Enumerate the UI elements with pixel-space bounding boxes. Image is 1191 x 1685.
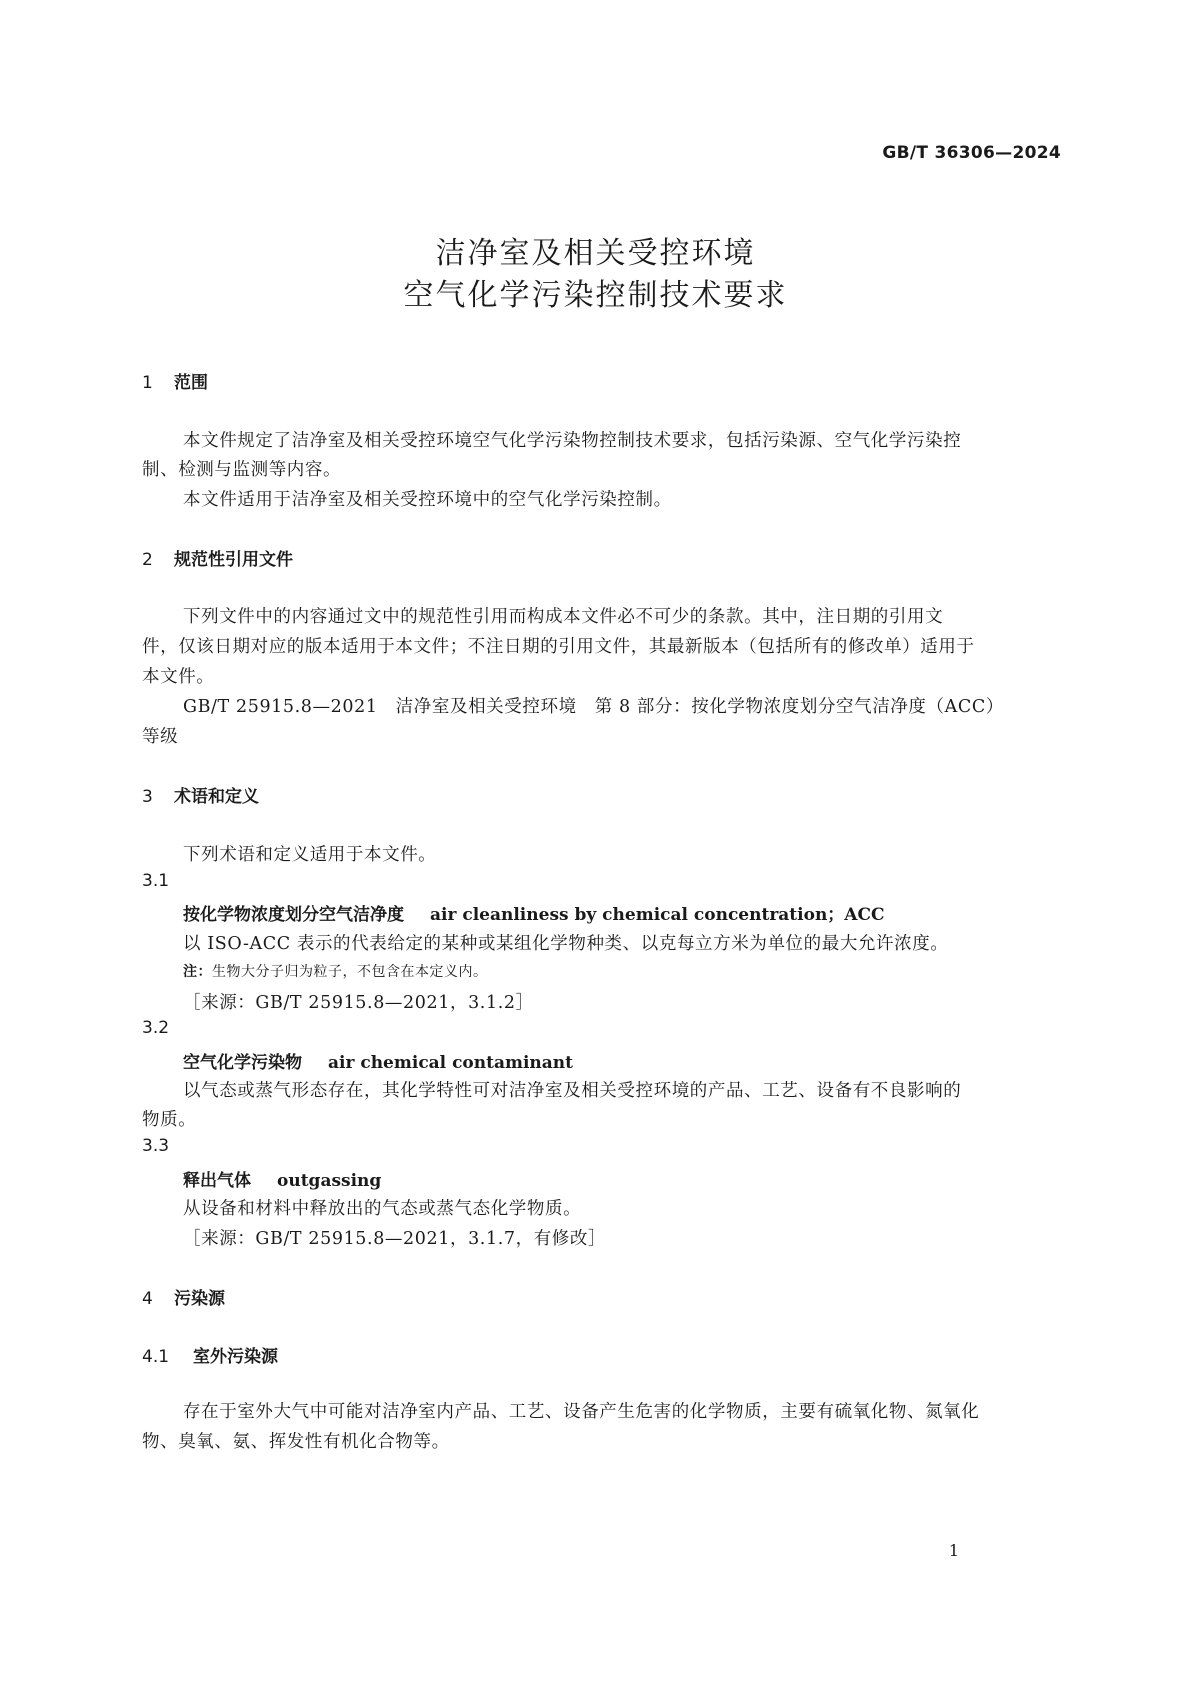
section-3-heading — [142, 782, 259, 807]
term-3-2-definition-line-2: 物质。 — [142, 1110, 197, 1130]
section-2-paragraph-line-3: 本文件。 — [142, 667, 215, 687]
term-english: outgassing — [277, 1171, 382, 1191]
section-title: 术语和定义 — [174, 787, 259, 807]
section-number: 3 — [142, 787, 153, 807]
page-number: 1 — [948, 1541, 959, 1560]
section-1-paragraph-1-line-2: 制、检测与监测等内容。 — [142, 460, 342, 480]
term-english: air cleanliness by chemical concentration；ACC — [430, 905, 885, 925]
document-title-line-2: 空气化学污染控制技术要求 — [403, 278, 788, 313]
section-2-heading — [142, 545, 293, 570]
term-3-3-number: 3.3 — [142, 1136, 170, 1156]
term-3-1-note — [183, 961, 488, 981]
section-4-1-paragraph-line-1: 存在于室外大气中可能对洁净室内产品、工艺、设备产生危害的化学物质，主要有硫氧化物、氮氧化 — [183, 1402, 980, 1422]
section-number: 1 — [142, 373, 153, 393]
term-3-3-source: ［来源：GB/T 25915.8—2021，3.1.7，有修改］ — [183, 1229, 607, 1249]
term-3-1-title — [183, 900, 885, 925]
note-label: 注： — [183, 964, 212, 980]
section-number: 2 — [142, 550, 153, 570]
term-chinese: 释出气体 — [183, 1171, 251, 1191]
section-number: 4 — [142, 1289, 153, 1309]
section-3-intro: 下列术语和定义适用于本文件。 — [183, 845, 437, 865]
term-3-2-definition-line-1: 以气态或蒸气形态存在，其化学特性可对洁净室及相关受控环境的产品、工艺、设备有不良影响的 — [183, 1081, 962, 1101]
term-3-1-number: 3.1 — [142, 871, 170, 891]
term-3-1-definition: 以 ISO-ACC 表示的代表给定的某种或某组化学物种类、以克每立方米为单位的最大允许浓度。 — [183, 934, 949, 954]
note-text: 生物大分子归为粒子，不包含在本定义内。 — [212, 964, 488, 980]
term-english: air chemical contaminant — [328, 1053, 574, 1073]
document-title-line-1: 洁净室及相关受控环境 — [435, 236, 756, 271]
term-3-2-number: 3.2 — [142, 1018, 170, 1038]
normative-reference-line-2: 等级 — [142, 727, 179, 747]
section-1-paragraph-2: 本文件适用于洁净室及相关受控环境中的空气化学污染控制。 — [183, 490, 672, 510]
term-3-1-source: ［来源：GB/T 25915.8—2021，3.1.2］ — [183, 993, 534, 1013]
subsection-title: 室外污染源 — [193, 1347, 278, 1367]
term-chinese: 按化学物浓度划分空气洁净度 — [183, 905, 404, 925]
section-1-paragraph-1-line-1: 本文件规定了洁净室及相关受控环境空气化学污染物控制技术要求，包括污染源、空气化学污染控 — [183, 431, 962, 451]
section-2-paragraph-line-2: 件，仅该日期对应的版本适用于本文件；不注日期的引用文件，其最新版本（包括所有的修改单）适用于 — [142, 637, 975, 657]
section-4-1-paragraph-line-2: 物、臭氧、氨、挥发性有机化合物等。 — [142, 1432, 450, 1452]
section-4-heading — [142, 1284, 225, 1309]
section-2-paragraph-line-1: 下列文件中的内容通过文中的规范性引用而构成本文件必不可少的条款。其中，注日期的引用文 — [183, 607, 944, 627]
normative-reference-line-1: GB/T 25915.8—2021 洁净室及相关受控环境 第 8 部分：按化学物浓度划分空气洁净度（ACC） — [183, 697, 1004, 717]
subsection-number: 4.1 — [142, 1347, 170, 1367]
term-3-3-title — [183, 1166, 381, 1191]
term-3-3-definition: 从设备和材料中释放出的气态或蒸气态化学物质。 — [183, 1199, 582, 1219]
section-4-1-heading — [142, 1342, 278, 1367]
standard-code: GB/T 36306—2024 — [882, 143, 1061, 163]
section-title: 规范性引用文件 — [174, 550, 293, 570]
section-title: 范围 — [174, 373, 208, 393]
section-1-heading — [142, 368, 208, 393]
section-title: 污染源 — [174, 1289, 225, 1309]
term-3-2-title — [183, 1048, 573, 1073]
term-chinese: 空气化学污染物 — [183, 1053, 302, 1073]
